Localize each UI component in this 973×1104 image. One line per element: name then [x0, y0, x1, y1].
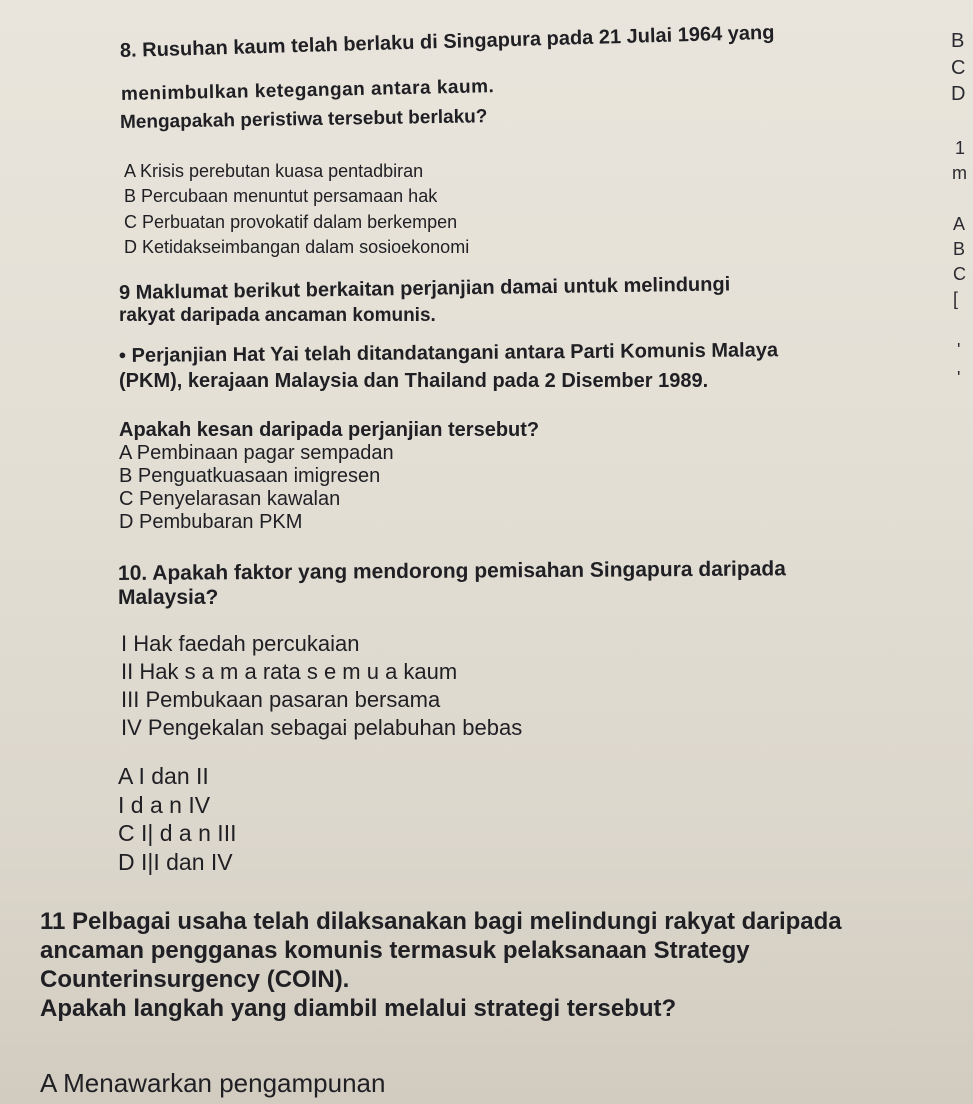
q10-stem-line1: 10. Apakah faktor yang mendorong pemisahan Singapura daripada — [117, 557, 786, 585]
margin-letter-b: B — [951, 30, 965, 52]
q11-stem-line2: ancaman pengganas komunis termasuk pelaksanaan Strategy — [40, 937, 750, 964]
q8-stem-line1: 8. Rusuhan kaum telah berlaku di Singapura pada 21 Julai 1964 yang — [119, 21, 775, 62]
q9-option-c: C Penyelarasan kawalan — [119, 488, 341, 510]
q9-stem-line2: rakyat daripada ancaman komunis. — [119, 305, 436, 326]
q8-stem-line2: menimbulkan ketegangan antara kaum. — [120, 76, 495, 105]
margin-tick-1: ' — [957, 340, 961, 360]
q10-option-a: A I dan II — [118, 763, 209, 789]
margin-letter-d-2: [ — [953, 289, 959, 309]
margin-letter-c-2: C — [953, 264, 966, 284]
q10-item-i: I Hak faedah percukaian — [121, 631, 360, 656]
q10-option-c: C I| d a n III — [118, 820, 237, 846]
q8-option-c: C Perbuatan provokatif dalam berkempen — [124, 212, 458, 232]
q10-stem-line2: Malaysia? — [118, 586, 219, 609]
margin-tick-2: ' — [957, 368, 961, 388]
q11-question: Apakah langkah yang diambil melalui strategi tersebut? — [40, 995, 677, 1022]
q10-item-iv: IV Pengekalan sebagai pelabuhan bebas — [121, 715, 523, 740]
margin-letter-d: D — [951, 83, 966, 105]
margin-letter-c: C — [951, 57, 966, 79]
q11-stem-line3: Counterinsurgency (COIN). — [40, 966, 350, 993]
q10-item-ii: II Hak s a m a rata s e m u a kaum — [121, 659, 458, 684]
q9-option-b: B Penguatkuasaan imigresen — [119, 465, 381, 487]
q11-stem-line1: 11 Pelbagai usaha telah dilaksanakan bagi melindungi rakyat daripada — [40, 908, 842, 935]
q9-question: Apakah kesan daripada perjanjian tersebut? — [119, 419, 540, 441]
q9-option-a: A Pembinaan pagar sempadan — [119, 442, 394, 464]
q9-info-bullet-line2: (PKM), kerajaan Malaysia dan Thailand pada 2 Disember 1989. — [119, 370, 709, 392]
margin-letter-m: m — [952, 163, 967, 183]
q9-option-d: D Pembubaran PKM — [119, 511, 303, 533]
q9-stem-line1: 9 Maklumat berikut berkaitan perjanjian damai untuk melindungi — [118, 273, 731, 304]
q9-info-bullet-line1: • Perjanjian Hat Yai telah ditandatangani antara Parti Komunis Malaya — [118, 339, 779, 367]
q10-option-d: D I|I dan IV — [118, 849, 233, 875]
q11-option-a: A Menawarkan pengampunan — [40, 1068, 386, 1098]
q8-option-b: B Percubaan menuntut persamaan hak — [124, 186, 438, 206]
margin-letter-a: A — [953, 214, 966, 234]
margin-number: 1 — [955, 138, 966, 158]
q10-item-iii: III Pembukaan pasaran bersama — [121, 687, 441, 712]
q8-option-d: D Ketidakseimbangan dalam sosioekonomi — [124, 237, 470, 257]
q8-option-a: A Krisis perebutan kuasa pentadbiran — [124, 161, 424, 181]
q10-option-b: I d a n IV — [118, 792, 211, 818]
q8-question: Mengapakah peristiwa tersebut berlaku? — [119, 106, 488, 133]
margin-letter-b-2: B — [953, 239, 966, 259]
